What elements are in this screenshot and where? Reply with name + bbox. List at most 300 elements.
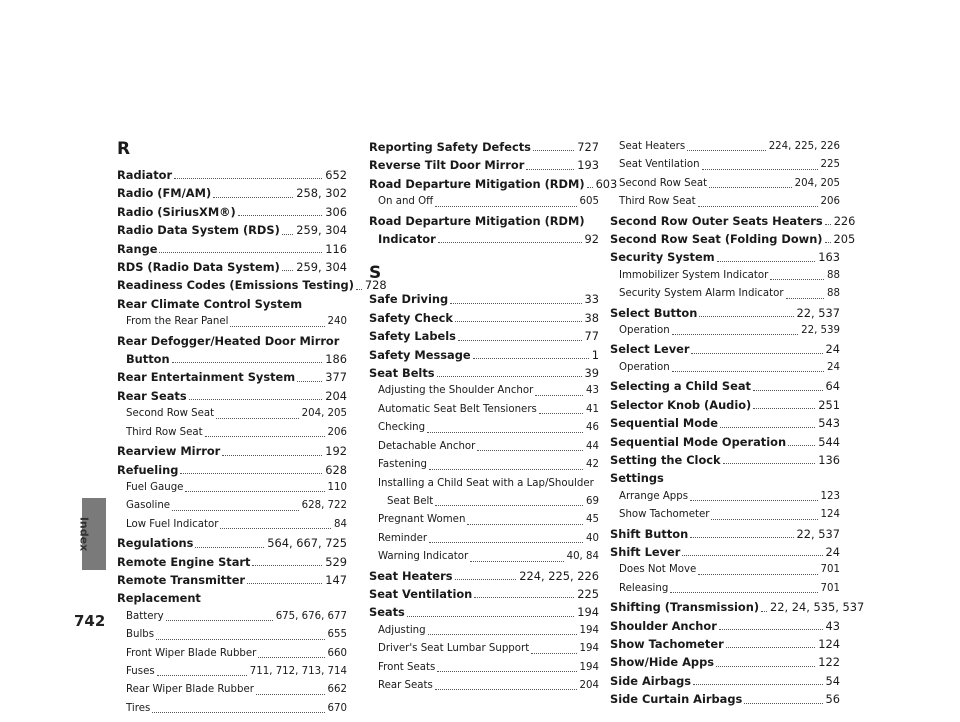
dot-leader [252, 564, 322, 566]
index-entry [369, 230, 599, 248]
entry-term: Tires [126, 702, 151, 714]
entry-pages[interactable]: 662 [327, 684, 347, 696]
entry-term: Show Tachometer [610, 636, 724, 651]
index-entry [117, 203, 347, 221]
entry-pages[interactable]: 124 [818, 636, 840, 651]
index-subentry [369, 193, 599, 211]
index-entry [369, 290, 599, 308]
index-entry [117, 534, 347, 552]
entry-pages[interactable]: 163 [818, 250, 840, 265]
dot-leader [238, 214, 323, 216]
entry-pages[interactable]: 728 [364, 278, 387, 293]
index-subentry [117, 424, 347, 442]
index-subentry [117, 313, 347, 331]
entry-term: Safety Check [369, 310, 453, 325]
index-entry [117, 571, 347, 589]
entry-pages[interactable]: 377 [325, 370, 347, 385]
entry-pages[interactable]: 251 [818, 397, 840, 412]
dot-leader [429, 541, 583, 543]
index-entry [610, 635, 840, 653]
page-number: 742 [74, 612, 106, 630]
entry-term: Rear Seats [117, 388, 187, 403]
entry-term: Adjusting [378, 624, 426, 636]
entry-pages[interactable]: 92 [584, 232, 599, 247]
dot-leader [699, 315, 793, 317]
entry-pages[interactable]: 194 [579, 643, 599, 655]
entry-pages[interactable]: 24 [825, 342, 840, 357]
dot-leader [786, 297, 824, 299]
dot-leader [437, 375, 582, 377]
entry-term: Remote Transmitter [117, 572, 246, 587]
entry-pages[interactable]: 205 [833, 232, 856, 247]
entry-term: Setting the Clock [610, 452, 721, 467]
dot-leader [282, 269, 293, 271]
dot-leader [726, 646, 816, 648]
index-entry [610, 543, 840, 561]
entry-pages[interactable]: 194 [579, 624, 599, 636]
index-subentry [369, 438, 599, 456]
entry-term: Low Fuel Indicator [126, 518, 219, 530]
index-subentry [369, 475, 599, 493]
entry-term: Sequential Mode Operation [610, 434, 787, 449]
entry-term: Select Lever [610, 342, 690, 357]
entry-term: Rearview Mirror [117, 444, 221, 459]
entry-pages[interactable]: 42 [586, 459, 599, 471]
dot-leader [450, 302, 581, 304]
entry-term: Security System Alarm Indicator [619, 288, 784, 300]
entry-term: Side Curtain Airbags [610, 692, 743, 707]
entry-pages[interactable]: 204, 205 [794, 177, 840, 189]
dot-leader [297, 380, 322, 382]
entry-pages[interactable]: 46 [586, 422, 599, 434]
entry-pages[interactable]: 660 [327, 647, 347, 659]
entry-pages[interactable]: 88 [827, 269, 840, 281]
dot-leader [709, 186, 791, 188]
entry-term: Safety Labels [369, 329, 456, 344]
entry-term: Rear Defogger/Heated Door Mirror [117, 333, 340, 348]
entry-pages[interactable]: 147 [325, 572, 347, 587]
entry-term: Shifting (Transmission) [610, 600, 760, 615]
index-entry [117, 350, 347, 368]
entry-pages[interactable]: 306 [325, 204, 347, 219]
entry-term: Range [117, 241, 158, 256]
dot-leader [185, 490, 324, 492]
index-subentry [369, 677, 599, 695]
entry-pages[interactable]: 38 [584, 310, 599, 325]
entry-pages[interactable]: 258, 302 [296, 186, 347, 201]
entry-pages[interactable]: 194 [577, 605, 599, 620]
index-subentry [610, 193, 840, 211]
entry-pages[interactable]: 529 [325, 554, 347, 569]
entry-pages[interactable]: 24 [825, 544, 840, 559]
entry-pages[interactable]: 40 [586, 532, 599, 544]
index-subentry [369, 622, 599, 640]
dot-leader [195, 546, 264, 548]
entry-pages[interactable]: 1 [591, 347, 599, 362]
entry-term: Gasoline [126, 500, 171, 512]
index-subentry [369, 511, 599, 529]
entry-term: Pregnant Women [378, 514, 466, 526]
dot-leader [587, 186, 593, 188]
entry-term: Sequential Mode [610, 416, 718, 431]
dot-leader [256, 693, 325, 695]
entry-term: RDS (Radio Data System) [117, 260, 280, 275]
entry-pages[interactable]: 88 [827, 288, 840, 300]
entry-term: Security System [610, 250, 715, 265]
section-spacer [369, 248, 599, 262]
dot-leader [682, 554, 822, 556]
entry-pages[interactable]: 225 [577, 586, 599, 601]
index-subentry [117, 645, 347, 663]
entry-pages[interactable]: 45 [586, 514, 599, 526]
entry-term: Shift Button [610, 526, 689, 541]
dot-leader [473, 357, 589, 359]
dot-leader [474, 596, 574, 598]
dot-leader [247, 582, 322, 584]
entry-pages[interactable]: 40, 84 [566, 551, 599, 563]
entry-term: Shoulder Anchor [610, 618, 717, 633]
entry-pages[interactable]: 259, 304 [296, 223, 347, 238]
entry-pages[interactable]: 22, 539 [801, 325, 840, 337]
index-entry [117, 387, 347, 405]
dot-leader [455, 320, 582, 322]
dot-leader [213, 196, 293, 198]
index-subentry [117, 700, 347, 718]
dot-leader [698, 205, 818, 207]
dot-leader [717, 260, 816, 262]
dot-leader [531, 652, 576, 654]
index-subentry [369, 382, 599, 400]
dot-leader [825, 223, 831, 225]
entry-term: Second Row Seat [126, 408, 215, 420]
index-entry [117, 221, 347, 239]
entry-pages[interactable]: 259, 304 [296, 260, 347, 275]
dot-leader [427, 431, 583, 433]
index-subentry [117, 405, 347, 423]
entry-pages[interactable]: 544 [818, 434, 840, 449]
dot-leader [690, 499, 817, 501]
dot-leader [716, 665, 815, 667]
entry-pages[interactable]: 628, 722 [301, 500, 347, 512]
entry-term: Safety Message [369, 347, 471, 362]
entry-term: Adjusting the Shoulder Anchor [378, 385, 534, 397]
index-subentry [369, 659, 599, 677]
section-letter: S [369, 263, 382, 284]
entry-pages[interactable]: 22, 24, 535, 537 [770, 600, 865, 615]
entry-pages[interactable]: 701 [820, 564, 840, 576]
entry-pages[interactable]: 124 [820, 509, 840, 521]
entry-pages[interactable]: 670 [327, 702, 347, 714]
index-subentry [117, 516, 347, 534]
entry-term: Reminder [378, 532, 428, 544]
index-subentry [610, 359, 840, 377]
entry-pages[interactable]: 43 [825, 618, 840, 633]
index-entry [117, 276, 387, 294]
entry-term: Radio (SiriusXM®) [117, 204, 236, 219]
dot-leader [470, 560, 563, 562]
entry-term: Bulbs [126, 629, 155, 641]
index-subentry [117, 608, 347, 626]
dot-leader [222, 454, 322, 456]
entry-pages[interactable]: 240 [327, 316, 347, 328]
index-side-label: Index [77, 516, 91, 552]
index-entry [369, 327, 599, 345]
dot-leader [437, 670, 576, 672]
index-subentry [610, 561, 840, 579]
entry-term: Immobilizer System Indicator [619, 269, 769, 281]
dot-leader [687, 149, 766, 151]
entry-pages[interactable]: 24 [827, 361, 840, 373]
entry-term: Selector Knob (Audio) [610, 397, 752, 412]
index-subentry [369, 548, 599, 566]
entry-term: Select Button [610, 305, 698, 320]
entry-term: Side Airbags [610, 673, 692, 688]
index-subentry [610, 175, 840, 193]
index-entry [610, 212, 856, 230]
dot-leader [435, 504, 583, 506]
entry-pages[interactable]: 77 [584, 329, 599, 344]
entry-term: Show Tachometer [619, 509, 710, 521]
index-entry [117, 166, 347, 184]
entry-term: Automatic Seat Belt Tensioners [378, 403, 537, 415]
dot-leader [720, 426, 815, 428]
dot-leader [672, 333, 798, 335]
entry-pages[interactable]: 727 [577, 140, 599, 154]
dot-leader [172, 361, 323, 363]
dot-leader [258, 656, 324, 658]
entry-pages[interactable]: 22, 537 [796, 305, 840, 320]
dot-leader [174, 177, 322, 179]
entry-term: Seat Belt [387, 495, 434, 507]
entry-term: Radio Data System (RDS) [117, 223, 280, 238]
entry-term: Second Row Seat (Folding Down) [610, 232, 823, 247]
index-entry [610, 230, 856, 248]
dot-leader [719, 628, 823, 630]
dot-leader [159, 251, 322, 253]
entry-term: Radiator [117, 168, 173, 182]
index-column-1 [117, 138, 387, 718]
entry-pages[interactable]: 43 [586, 385, 599, 397]
entry-term: Reporting Safety Defects [369, 140, 531, 154]
index-entry [117, 461, 347, 479]
dot-leader [693, 683, 822, 685]
entry-pages[interactable]: 56 [825, 692, 840, 707]
index-entry [369, 212, 599, 230]
entry-pages[interactable]: 39 [584, 366, 599, 381]
dot-leader [788, 444, 815, 446]
entry-term: Seat Heaters [369, 568, 453, 583]
index-entry [117, 368, 347, 386]
index-entry [117, 258, 347, 276]
index-subentry [117, 479, 347, 497]
entry-pages[interactable]: 204 [325, 388, 347, 403]
index-entry [610, 433, 840, 451]
entry-term: Third Row Seat [619, 196, 696, 208]
entry-pages[interactable]: 194 [579, 661, 599, 673]
dot-leader [467, 523, 583, 525]
entry-pages[interactable]: 603 [595, 176, 618, 191]
entry-pages[interactable]: 206 [820, 196, 840, 208]
entry-term: Show/Hide Apps [610, 655, 715, 670]
entry-term: Selecting a Child Seat [610, 379, 751, 394]
entry-pages[interactable]: 655 [327, 629, 347, 641]
dot-leader [691, 352, 822, 354]
entry-term: Road Departure Mitigation (RDM) [369, 213, 585, 228]
dot-leader [744, 702, 822, 704]
index-entry [369, 175, 618, 193]
index-entry [369, 138, 599, 156]
index-entry [610, 690, 840, 708]
index-subentry [117, 663, 347, 681]
entry-term: Radio (FM/AM) [117, 186, 212, 201]
dot-leader [770, 278, 824, 280]
entry-pages[interactable]: 652 [325, 168, 347, 182]
index-column-2 [369, 138, 618, 695]
index-entry [369, 585, 599, 603]
dot-leader [189, 398, 323, 400]
index-subentry [610, 138, 840, 156]
dot-leader [690, 536, 793, 538]
entry-term: Releasing [619, 582, 669, 594]
entry-term: On and Off [378, 196, 434, 208]
index-entry [117, 553, 347, 571]
index-subentry [369, 419, 599, 437]
dot-leader [526, 168, 574, 170]
entry-term: Warning Indicator [378, 551, 469, 563]
entry-pages[interactable]: 204, 205 [301, 408, 347, 420]
entry-term: Refueling [117, 462, 179, 477]
index-subentry [369, 456, 599, 474]
index-entry [610, 304, 840, 322]
dot-leader [166, 619, 273, 621]
index-subentry [369, 493, 599, 511]
entry-pages[interactable]: 225 [820, 159, 840, 171]
index-entry [610, 248, 840, 266]
index-entry [610, 414, 840, 432]
entry-term: Replacement [117, 591, 201, 606]
entry-term: Seat Belts [369, 366, 435, 381]
entry-pages[interactable]: 41 [586, 403, 599, 415]
index-entry [610, 653, 840, 671]
entry-term: Readiness Codes (Emissions Testing) [117, 278, 354, 293]
dot-leader [753, 407, 815, 409]
entry-term: Front Wiper Blade Rubber [126, 647, 257, 659]
entry-pages[interactable]: 122 [818, 655, 840, 670]
entry-pages[interactable]: 192 [325, 444, 347, 459]
index-entry [610, 340, 840, 358]
entry-pages[interactable]: 136 [818, 452, 840, 467]
entry-pages[interactable]: 123 [820, 490, 840, 502]
entry-term: Seat Ventilation [619, 159, 700, 171]
entry-term: Fuel Gauge [126, 481, 184, 493]
entry-term: Button [126, 352, 170, 367]
index-entry [117, 240, 347, 258]
entry-pages[interactable]: 64 [825, 379, 840, 394]
entry-term: Detachable Anchor [378, 440, 476, 452]
entry-pages[interactable]: 711, 712, 713, 714 [249, 665, 347, 677]
entry-pages[interactable]: 22, 537 [796, 526, 840, 541]
dot-leader [156, 638, 324, 640]
index-entry [369, 603, 599, 621]
dot-leader [152, 711, 324, 713]
entry-pages[interactable]: 224, 225, 226 [519, 568, 599, 583]
dot-leader [435, 688, 577, 690]
entry-pages[interactable]: 564, 667, 725 [267, 536, 347, 551]
entry-term: Second Row Seat [619, 177, 708, 189]
dot-leader [825, 241, 831, 243]
entry-term: Rear Climate Control System [117, 296, 303, 311]
dot-leader [698, 573, 817, 575]
index-entry [610, 377, 840, 395]
entry-pages[interactable]: 193 [577, 158, 599, 173]
entry-pages[interactable]: 204 [579, 679, 599, 691]
dot-leader [220, 527, 331, 529]
entry-pages[interactable]: 33 [584, 292, 599, 307]
entry-pages[interactable]: 543 [818, 416, 840, 431]
index-subentry [369, 640, 599, 658]
dot-leader [407, 615, 574, 617]
entry-term: Fuses [126, 665, 155, 677]
dot-leader [761, 610, 767, 612]
dot-leader [435, 205, 576, 207]
dot-leader [205, 435, 325, 437]
index-subentry [610, 580, 840, 598]
entry-term: Operation [619, 361, 670, 373]
entry-pages[interactable]: 628 [325, 462, 347, 477]
dot-leader [533, 149, 574, 151]
entry-pages[interactable]: 69 [586, 495, 599, 507]
entry-term: Seat Heaters [619, 141, 686, 152]
entry-term: Driver's Seat Lumbar Support [378, 643, 530, 655]
index-entry [369, 156, 599, 174]
index-entry [610, 396, 840, 414]
index-entry [610, 469, 840, 487]
dot-leader [702, 168, 818, 170]
dot-leader [429, 468, 583, 470]
entry-pages[interactable]: 186 [325, 352, 347, 367]
entry-pages[interactable]: 605 [579, 196, 599, 208]
dot-leader [672, 370, 824, 372]
entry-term: Battery [126, 610, 164, 622]
dot-leader [455, 578, 517, 580]
entry-pages[interactable]: 206 [327, 426, 347, 438]
index-subentry [117, 626, 347, 644]
index-subentry [610, 156, 840, 174]
index-subentry [369, 530, 599, 548]
entry-pages[interactable]: 54 [825, 673, 840, 688]
index-subentry [610, 506, 840, 524]
entry-pages[interactable]: 675, 676, 677 [275, 610, 347, 622]
entry-pages[interactable]: 226 [833, 213, 856, 228]
entry-pages[interactable]: 44 [586, 440, 599, 452]
index-entry [369, 309, 599, 327]
index-entry [610, 617, 840, 635]
entry-pages[interactable]: 116 [325, 241, 347, 256]
index-side-label-wrap [74, 512, 94, 556]
entry-pages[interactable]: 84 [334, 518, 347, 530]
index-entry [117, 589, 347, 607]
entry-pages[interactable]: 110 [327, 481, 347, 493]
dot-leader [282, 233, 293, 235]
dot-leader [477, 449, 583, 451]
index-subentry [610, 488, 840, 506]
index-entry [610, 672, 840, 690]
entry-term: Arrange Apps [619, 490, 689, 502]
entry-pages[interactable]: 701 [820, 582, 840, 594]
entry-term: Indicator [378, 232, 436, 247]
entry-term: Operation [619, 325, 670, 337]
entry-pages[interactable]: 224, 225, 226 [768, 141, 840, 152]
